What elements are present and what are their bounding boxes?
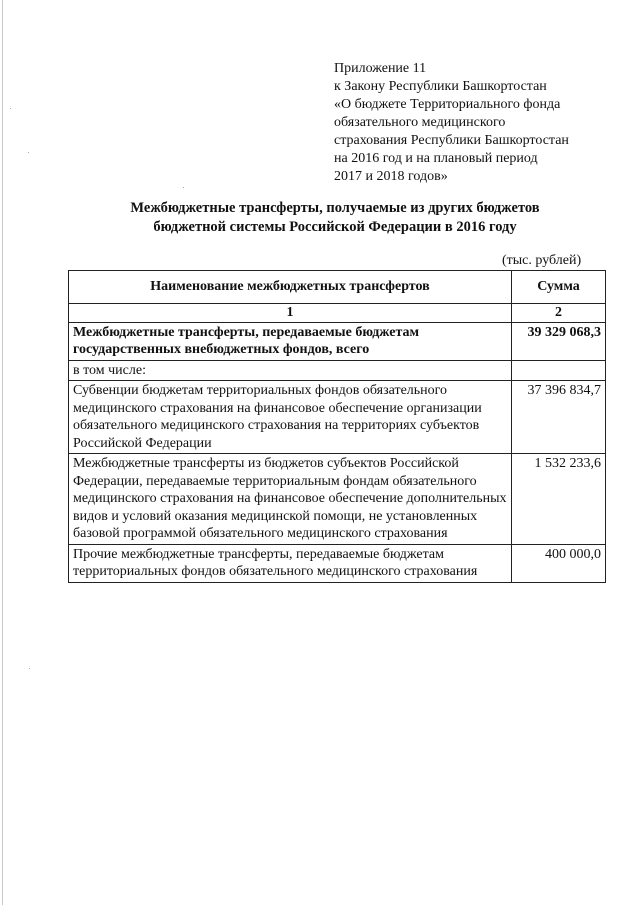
annex-block bbox=[334, 60, 569, 186]
title-line-1: Межбюджетные трансферты, получаемые из других бюджетов bbox=[130, 200, 540, 216]
table-row bbox=[69, 322, 606, 360]
scan-speck bbox=[28, 152, 29, 153]
document-title bbox=[70, 199, 600, 237]
annex-line: страхования Республики Башкортостан bbox=[334, 133, 569, 148]
row-name: в том числе: bbox=[69, 360, 512, 381]
header-amount: Сумма bbox=[512, 271, 606, 304]
header-name: Наименование межбюджетных трансфертов bbox=[69, 271, 512, 304]
units-label: (тыс. рублей) bbox=[502, 253, 582, 268]
table-row bbox=[69, 544, 606, 582]
row-amount bbox=[512, 360, 606, 381]
row-name: Субвенции бюджетам территориальных фондов обязательного медицинского страхования на финансовое обеспечение организации обязательного медицинского страхования на территориях субъектов Российской Федерации bbox=[69, 381, 512, 454]
column-number-row bbox=[69, 304, 606, 323]
row-name: Прочие межбюджетные трансферты, передаваемые бюджетам территориальных фондов обязательного медицинского страхования bbox=[69, 544, 512, 582]
title-line-2: бюджетной системы Российской Федерации в 2016 году bbox=[153, 219, 517, 235]
row-name: Межбюджетные трансферты из бюджетов субъектов Российской Федерации, передаваемые территориальным фондам обязательного медицинского страхования на финансовое обеспечение дополнительных видов и условий оказания медицинской помощи, не установленных базовой программой обязательного медицинского страхования bbox=[69, 454, 512, 545]
annex-line: Приложение 11 bbox=[334, 61, 427, 76]
table-row bbox=[69, 360, 606, 381]
scan-speck bbox=[29, 668, 30, 669]
annex-line: 2017 и 2018 годов» bbox=[334, 169, 448, 184]
scan-speck bbox=[10, 108, 11, 109]
scan-speck bbox=[183, 187, 184, 188]
transfers-table bbox=[68, 270, 606, 583]
table-row bbox=[69, 381, 606, 454]
row-amount: 1 532 233,6 bbox=[512, 454, 606, 545]
column-number-2: 2 bbox=[512, 304, 606, 323]
column-number-1: 1 bbox=[69, 304, 512, 323]
row-name: Межбюджетные трансферты, передаваемые бюджетам государственных внебюджетных фондов, всего bbox=[69, 322, 512, 360]
table-header-row bbox=[69, 271, 606, 304]
annex-line: «О бюджете Территориального фонда bbox=[334, 97, 561, 112]
annex-line: к Закону Республики Башкортостан bbox=[334, 79, 547, 94]
row-amount: 37 396 834,7 bbox=[512, 381, 606, 454]
row-amount: 400 000,0 bbox=[512, 544, 606, 582]
row-amount: 39 329 068,3 bbox=[512, 322, 606, 360]
annex-line: обязательного медицинского bbox=[334, 115, 506, 130]
table-row bbox=[69, 454, 606, 545]
scan-edge-line bbox=[2, 0, 3, 905]
annex-line: на 2016 год и на плановый период bbox=[334, 151, 538, 166]
